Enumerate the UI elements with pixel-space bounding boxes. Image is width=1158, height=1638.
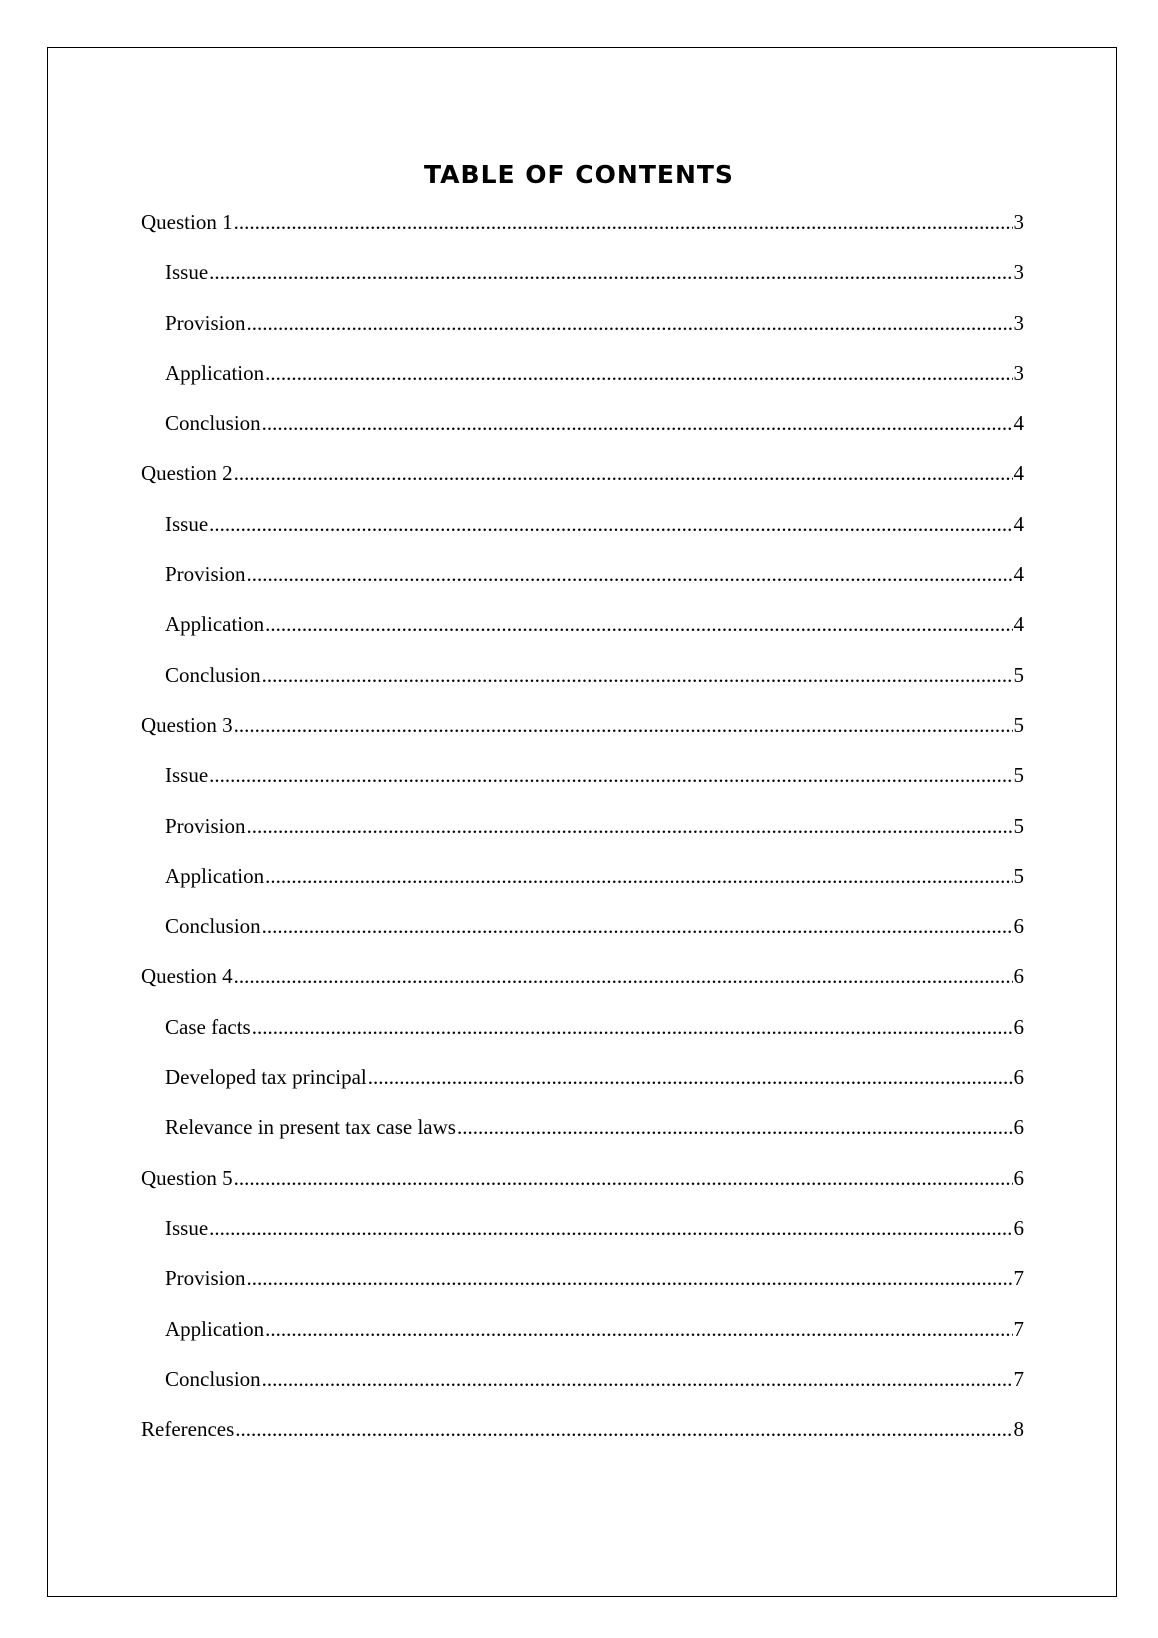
toc-dot-leader — [262, 1367, 1013, 1392]
toc-entry-q1-issue[interactable] — [141, 260, 1024, 310]
toc-page-number: 4 — [1013, 461, 1024, 486]
toc-entry-label: Application — [165, 863, 265, 888]
toc-dot-leader — [247, 814, 1013, 839]
toc-entry-q2-application[interactable] — [141, 612, 1024, 662]
toc-entry-q5-conclusion[interactable] — [141, 1367, 1024, 1417]
toc-dot-leader — [457, 1115, 1013, 1140]
toc-dot-leader — [247, 311, 1013, 336]
toc-page-number: 7 — [1013, 1266, 1024, 1291]
toc-entry-label: Application — [165, 360, 265, 385]
toc-entry-label: Issue — [165, 1215, 209, 1240]
toc-page-number: 7 — [1013, 1316, 1024, 1341]
toc-entry-label: References — [141, 1417, 235, 1442]
toc-entry-label: Conclusion — [165, 411, 261, 436]
toc-dot-leader — [262, 663, 1013, 688]
toc-dot-leader — [234, 461, 1013, 486]
toc-entry-label: Issue — [165, 763, 209, 788]
toc-page-number: 3 — [1013, 210, 1024, 234]
toc-dot-leader — [234, 964, 1013, 989]
toc-page-number: 6 — [1013, 914, 1024, 939]
toc-entry-question-4[interactable] — [141, 964, 1024, 1014]
toc-entry-q2-issue[interactable] — [141, 512, 1024, 562]
toc-entry-label: Developed tax principal — [165, 1065, 367, 1090]
toc-entry-question-5[interactable] — [141, 1166, 1024, 1216]
toc-entry-label: Provision — [165, 1266, 246, 1291]
toc-dot-leader — [265, 1317, 1012, 1342]
toc-dot-leader — [209, 763, 1012, 788]
toc-entry-q4-developed-tax-principal[interactable] — [141, 1065, 1024, 1115]
toc-page-number: 4 — [1013, 562, 1024, 587]
toc-page-number: 5 — [1013, 662, 1024, 687]
toc-page-number: 3 — [1013, 360, 1024, 385]
toc-page-number: 6 — [1013, 1115, 1024, 1140]
toc-entry-q1-provision[interactable] — [141, 311, 1024, 361]
toc-page-number: 3 — [1013, 260, 1024, 285]
toc-entry-q5-provision[interactable] — [141, 1266, 1024, 1316]
toc-dot-leader — [247, 1266, 1013, 1291]
toc-entry-question-1[interactable] — [141, 210, 1024, 260]
toc-entry-label: Application — [165, 612, 265, 637]
toc-page-number: 5 — [1013, 712, 1024, 737]
toc-entry-q3-application[interactable] — [141, 864, 1024, 914]
toc-entry-q4-relevance[interactable] — [141, 1115, 1024, 1165]
toc-entry-label: Application — [165, 1316, 265, 1341]
toc-dot-leader — [368, 1065, 1013, 1090]
toc-page-number: 6 — [1013, 1215, 1024, 1240]
toc-page-number: 5 — [1013, 863, 1024, 888]
toc-dot-leader — [209, 512, 1012, 537]
toc-entry-references[interactable] — [141, 1417, 1024, 1467]
toc-entry-label: Provision — [165, 562, 246, 587]
toc-dot-leader — [262, 411, 1013, 436]
toc-entry-label: Question 5 — [141, 1165, 233, 1190]
toc-entry-q4-case-facts[interactable] — [141, 1015, 1024, 1065]
toc-entry-question-3[interactable] — [141, 713, 1024, 763]
toc-entry-question-2[interactable] — [141, 461, 1024, 511]
toc-entry-label: Conclusion — [165, 914, 261, 939]
toc-page-number: 5 — [1013, 763, 1024, 788]
toc-entry-label: Issue — [165, 511, 209, 536]
toc-dot-leader — [234, 1166, 1013, 1191]
toc-entry-label: Question 3 — [141, 712, 233, 737]
toc-entry-label: Conclusion — [165, 662, 261, 687]
toc-entry-q2-conclusion[interactable] — [141, 663, 1024, 713]
toc-entry-label: Provision — [165, 310, 246, 335]
toc-dot-leader — [209, 1216, 1012, 1241]
toc-entry-label: Question 1 — [141, 210, 233, 234]
toc-dot-leader — [265, 361, 1012, 386]
toc-dot-leader — [234, 210, 1013, 235]
toc-entry-label: Question 2 — [141, 461, 233, 486]
toc-entry-q5-issue[interactable] — [141, 1216, 1024, 1266]
table-of-contents — [141, 210, 1024, 1467]
toc-page-number: 7 — [1013, 1366, 1024, 1391]
toc-page-number: 8 — [1013, 1417, 1024, 1442]
toc-entry-label: Question 4 — [141, 964, 233, 989]
toc-dot-leader — [265, 864, 1012, 889]
toc-entry-q3-conclusion[interactable] — [141, 914, 1024, 964]
page-title: TABLE OF CONTENTS — [424, 160, 734, 189]
toc-entry-label: Conclusion — [165, 1366, 261, 1391]
toc-entry-q2-provision[interactable] — [141, 562, 1024, 612]
toc-dot-leader — [247, 562, 1013, 587]
toc-entry-label: Relevance in present tax case laws — [165, 1115, 456, 1140]
toc-page-number: 5 — [1013, 813, 1024, 838]
toc-page-number: 4 — [1013, 612, 1024, 637]
toc-entry-q1-conclusion[interactable] — [141, 411, 1024, 461]
toc-entry-label: Provision — [165, 813, 246, 838]
toc-dot-leader — [234, 713, 1013, 738]
toc-dot-leader — [235, 1417, 1012, 1442]
toc-dot-leader — [209, 260, 1012, 285]
toc-page-number: 6 — [1013, 1014, 1024, 1039]
toc-page-number: 4 — [1013, 411, 1024, 436]
toc-page-number: 4 — [1013, 511, 1024, 536]
toc-page-number: 6 — [1013, 1165, 1024, 1190]
toc-dot-leader — [262, 914, 1013, 939]
toc-entry-q1-application[interactable] — [141, 361, 1024, 411]
toc-page-number: 6 — [1013, 964, 1024, 989]
toc-entry-label: Case facts — [165, 1014, 251, 1039]
toc-dot-leader — [265, 612, 1012, 637]
toc-dot-leader — [252, 1015, 1013, 1040]
toc-entry-q3-issue[interactable] — [141, 763, 1024, 813]
toc-entry-q3-provision[interactable] — [141, 814, 1024, 864]
toc-page-number: 3 — [1013, 310, 1024, 335]
toc-entry-q5-application[interactable] — [141, 1317, 1024, 1367]
toc-page-number: 6 — [1013, 1065, 1024, 1090]
toc-entry-label: Issue — [165, 260, 209, 285]
